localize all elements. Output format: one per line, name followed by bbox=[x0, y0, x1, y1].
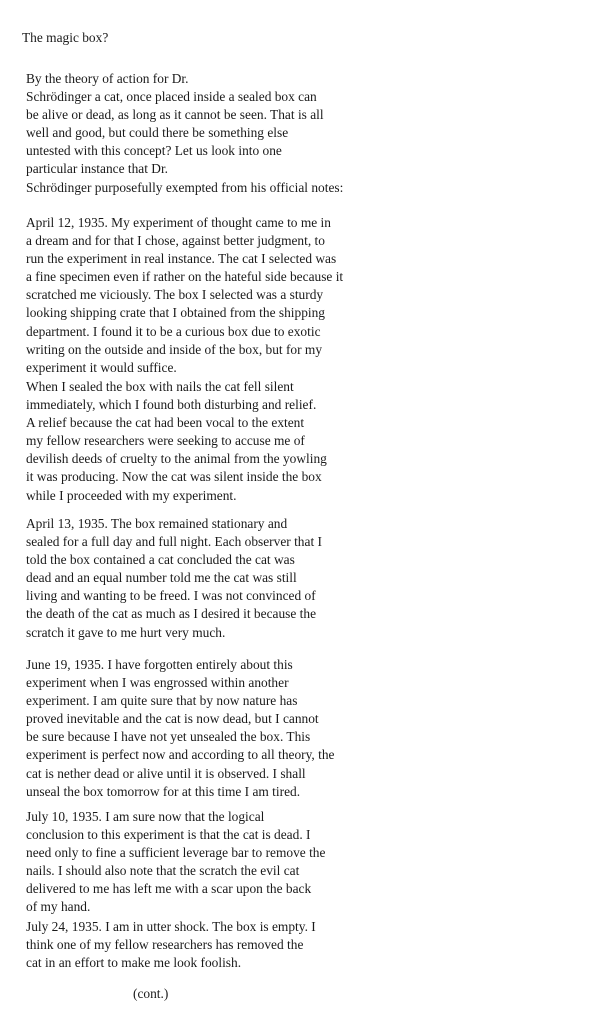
continued-label: (cont.) bbox=[133, 986, 169, 1001]
text-line: my fellow researchers were seeking to accuse me of bbox=[26, 433, 305, 449]
text-line: it was producing. Now the cat was silent inside the box bbox=[26, 469, 322, 485]
text-line: April 13, 1935. The box remained stationary and bbox=[26, 516, 288, 531]
text-line: be alive or dead, as long as it cannot be seen. That is all bbox=[26, 107, 324, 123]
text-line: sealed for a full day and full night. Each observer that I bbox=[26, 534, 322, 550]
text-line: experiment when I was engrossed within another bbox=[26, 675, 289, 691]
text-line: July 24, 1935. I am in utter shock. The box is empty. I bbox=[26, 919, 316, 934]
text-line: untested with this concept? Let us look into one bbox=[26, 143, 282, 159]
text-line: told the box contained a cat concluded the cat was bbox=[26, 552, 295, 568]
text-line: devilish deeds of cruelty to the animal from the yowling bbox=[26, 451, 327, 467]
text-line: experiment it would suffice. bbox=[26, 359, 177, 375]
text-line: scratched me viciously. The box I selected was a sturdy bbox=[26, 287, 324, 303]
text-line: April 12, 1935. My experiment of thought came to me in bbox=[26, 215, 331, 230]
intro-paragraph bbox=[26, 70, 343, 197]
text-line: June 19, 1935. I have forgotten entirely about this bbox=[26, 657, 293, 672]
text-line: cat is nether dead or alive until it is observed. I shall bbox=[26, 765, 306, 781]
text-line: dead and an equal number told me the cat was still bbox=[26, 570, 297, 586]
text-line: conclusion to this experiment is that the cat is dead. I bbox=[26, 827, 311, 843]
text-line: proved inevitable and the cat is now dead, but I cannot bbox=[26, 711, 319, 727]
text-line: unseal the box tomorrow for at this time I am tired. bbox=[26, 783, 301, 799]
text-line: cat in an effort to make me look foolish. bbox=[26, 955, 242, 971]
text-line: nails. I should also note that the scratch the evil cat bbox=[26, 863, 300, 879]
text-line: immediately, which I found both disturbing and relief. bbox=[26, 397, 317, 413]
journal-entry-april-12 bbox=[26, 214, 343, 377]
journal-entry-july-10 bbox=[26, 808, 325, 917]
text-line: particular instance that Dr. bbox=[26, 161, 169, 177]
text-line: of my hand. bbox=[26, 899, 91, 915]
text-line: need only to fine a sufficient leverage bar to remove the bbox=[26, 845, 326, 861]
text-line: the death of the cat as much as I desired it because the bbox=[26, 606, 317, 622]
text-line: while I proceeded with my experiment. bbox=[26, 487, 237, 503]
text-line: By the theory of action for Dr. bbox=[26, 71, 189, 86]
journal-entry-april-13 bbox=[26, 515, 322, 642]
text-line: looking shipping crate that I obtained from the shipping bbox=[26, 305, 326, 321]
text-line: a fine specimen even if rather on the hateful side because it bbox=[26, 269, 344, 285]
journal-entry-july-24 bbox=[26, 918, 316, 972]
text-line: A relief because the cat had been vocal to the extent bbox=[26, 415, 305, 431]
text-line: July 10, 1935. I am sure now that the logical bbox=[26, 809, 265, 824]
page-title: The magic box? bbox=[22, 30, 109, 45]
journal-entry-sealing bbox=[26, 378, 327, 505]
text-line: delivered to me has left me with a scar upon the back bbox=[26, 881, 312, 897]
text-line: Schrödinger purposefully exempted from his official notes: bbox=[26, 179, 344, 195]
text-line: experiment is perfect now and according to all theory, the bbox=[26, 747, 335, 763]
text-line: well and good, but could there be something else bbox=[26, 125, 289, 141]
text-line: experiment. I am quite sure that by now nature has bbox=[26, 693, 298, 709]
text-line: living and wanting to be freed. I was not convinced of bbox=[26, 588, 316, 604]
text-line: When I sealed the box with nails the cat fell silent bbox=[26, 379, 294, 394]
text-line: writing on the outside and inside of the box, but for my bbox=[26, 341, 323, 357]
text-line: department. I found it to be a curious box due to exotic bbox=[26, 323, 321, 339]
text-line: run the experiment in real instance. The cat I selected was bbox=[26, 251, 337, 267]
text-line: a dream and for that I chose, against better judgment, to bbox=[26, 233, 325, 249]
text-line: scratch it gave to me hurt very much. bbox=[26, 624, 226, 640]
text-line: Schrödinger a cat, once placed inside a sealed box can bbox=[26, 89, 317, 105]
text-line: think one of my fellow researchers has removed the bbox=[26, 937, 304, 953]
journal-entry-june-19 bbox=[26, 656, 335, 801]
text-line: be sure because I have not yet unsealed the box. This bbox=[26, 729, 311, 745]
